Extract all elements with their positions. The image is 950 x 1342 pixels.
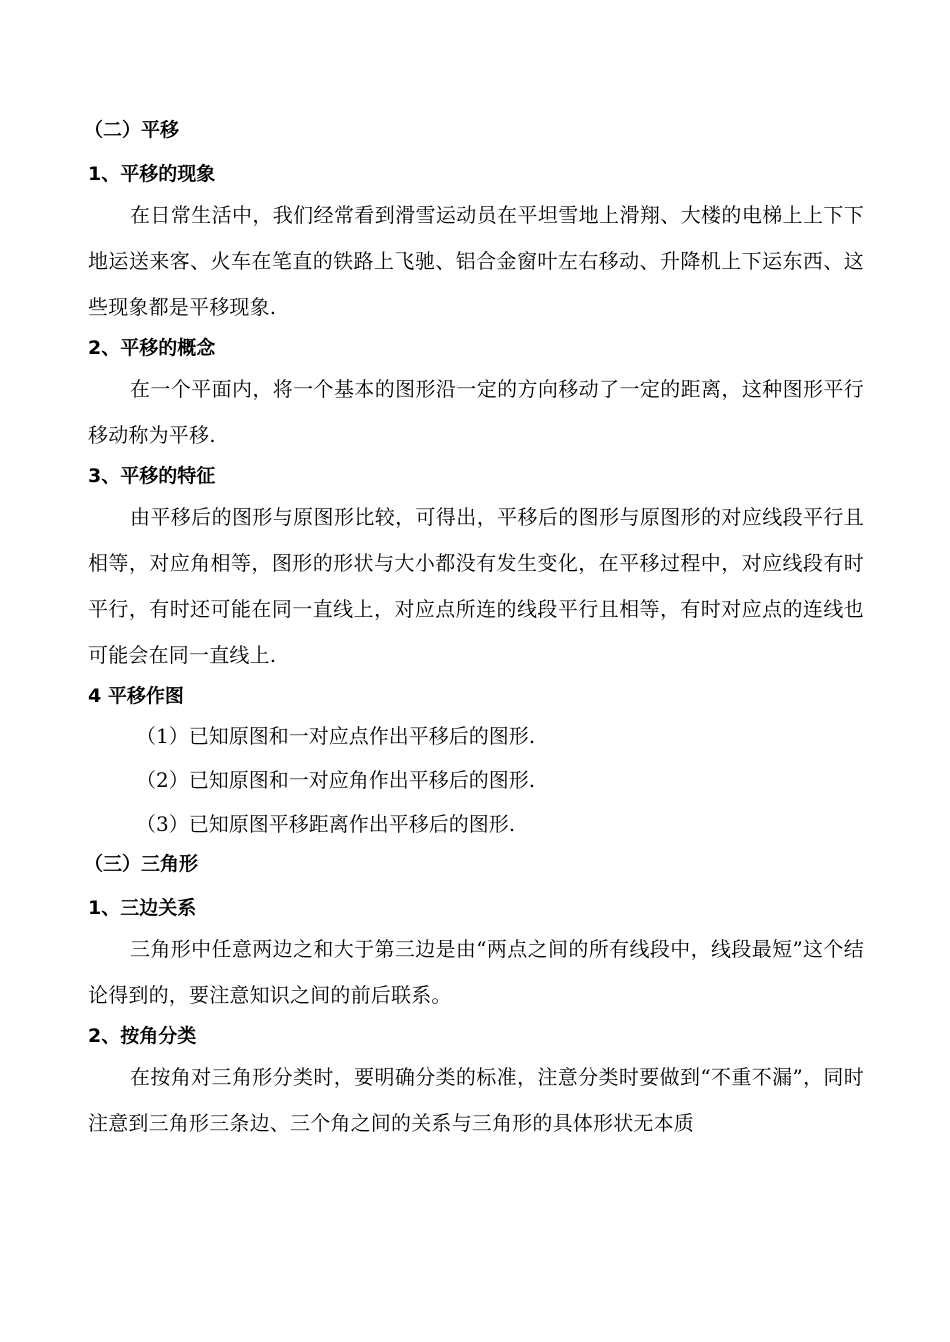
document-content [84, 116, 864, 1146]
paragraph-translation-phenomenon: 在日常生活中，我们经常看到滑雪运动员在平坦雪地上滑翔、大楼的电梯上上下下地运送来客、火车在笔直的铁路上飞驰、铝合金窗叶左右移动、升降机上下运东西、这些现象都是平移现象. [88, 203, 864, 319]
heading-translation-drawing: 4 平移作图 [88, 685, 184, 707]
paragraph-translation-features: 由平移后的图形与原图形比较，可得出，平移后的图形与原图形的对应线段平行且相等，对应角相等，图形的形状与大小都没有发生变化，在平移过程中，对应线段有时平行，有时还可能在同一直线上，对应点所连的线段平行且相等，有时对应点的连线也可能会在同一直线上. [88, 505, 864, 667]
list-item-drawing-1: （1）已知原图和一对应点作出平移后的图形. [136, 724, 536, 748]
heading-translation-phenomenon: 1、平移的现象 [88, 163, 216, 185]
paragraph-translation-concept: 在一个平面内，将一个基本的图形沿一定的方向移动了一定的距离，这种图形平行移动称为平移. [88, 377, 864, 447]
section-title-translation: （二）平移 [84, 119, 180, 141]
list-item-drawing-2: （2）已知原图和一对应角作出平移后的图形. [136, 768, 536, 792]
list-item-drawing-3: （3）已知原图平移距离作出平移后的图形. [136, 812, 516, 836]
heading-translation-concept: 2、平移的概念 [88, 337, 216, 359]
heading-triangle-sides: 1、三边关系 [88, 897, 197, 919]
paragraph-triangle-sides: 三角形中任意两边之和大于第三边是由“两点之间的所有线段中，线段最短”这个结论得到的，要注意知识之间的前后联系。 [88, 937, 864, 1007]
section-title-triangle: （三）三角形 [84, 853, 199, 875]
heading-triangle-angle-classification: 2、按角分类 [88, 1025, 197, 1047]
paragraph-triangle-angle-classification: 在按角对三角形分类时，要明确分类的标准，注意分类时要做到“不重不漏”，同时注意到三角形三条边、三个角之间的关系与三角形的具体形状无本质 [88, 1065, 864, 1135]
heading-translation-features: 3、平移的特征 [88, 465, 216, 487]
